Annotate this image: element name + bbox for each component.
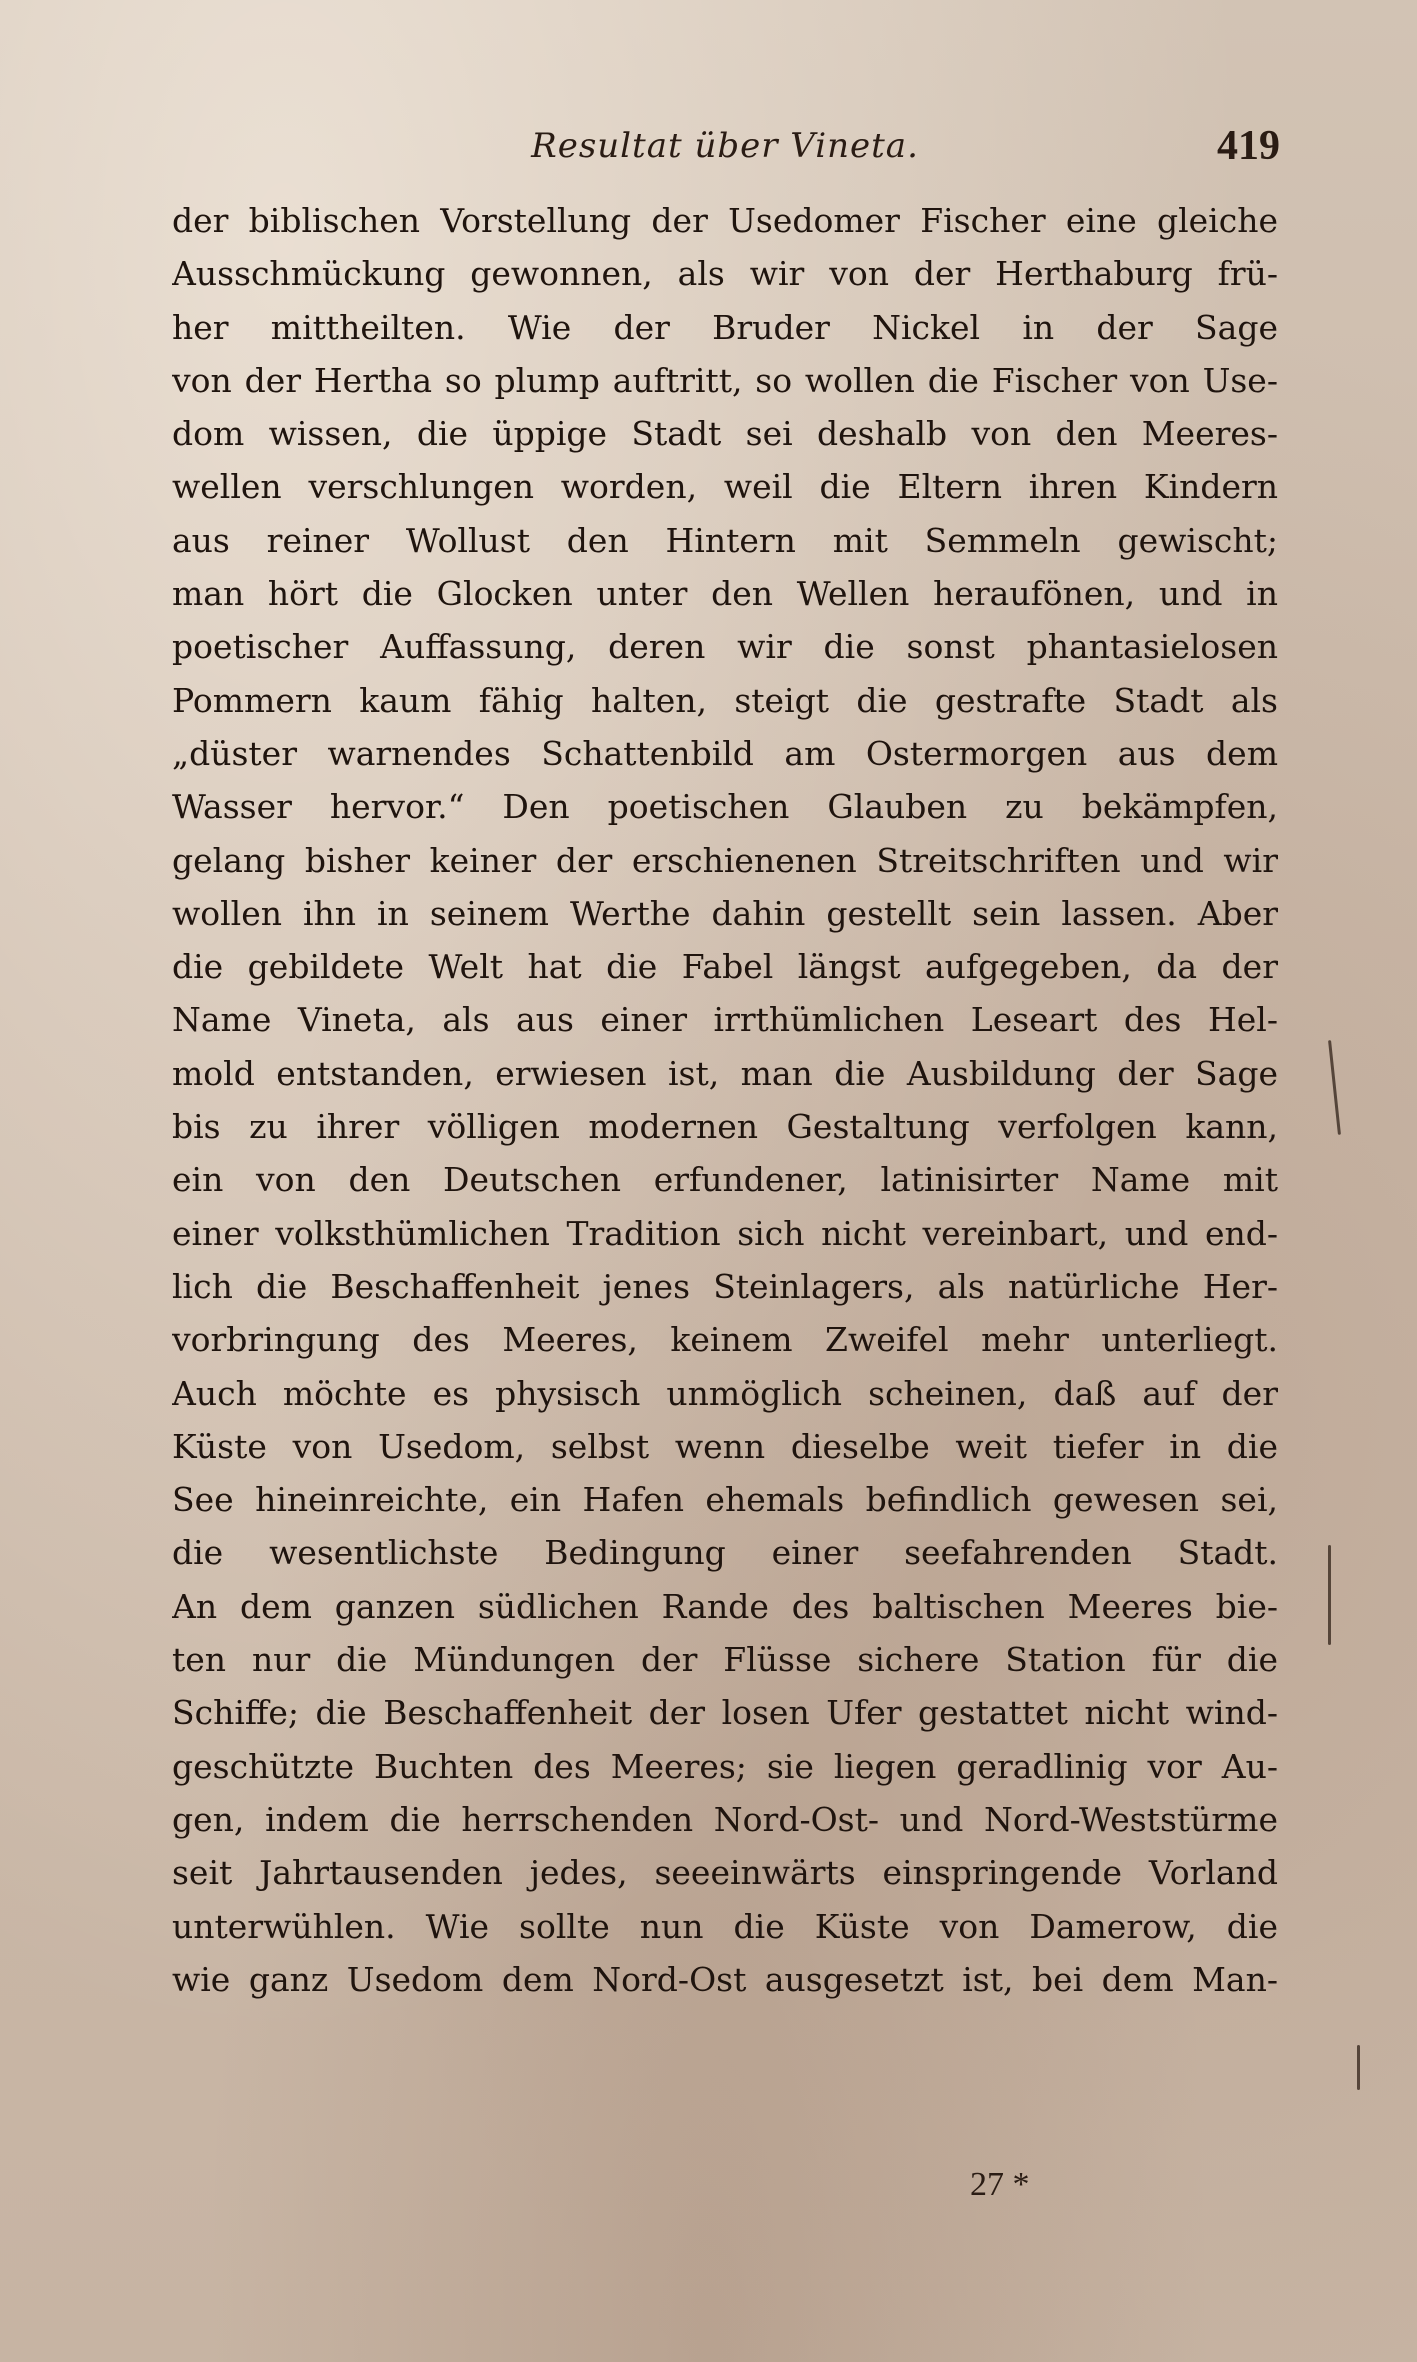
text-line: von der Hertha so plump auftritt, so wollen die Fischer von Use-	[172, 360, 1278, 400]
text-line: her mittheilten. Wie der Bruder Nickel in der Sage	[172, 307, 1278, 347]
text-line: See hineinreichte, ein Hafen ehemals befindlich gewesen sei,	[172, 1480, 1278, 1520]
text-line: geschützte Buchten des Meeres; sie liegen geradlinig vor Au-	[172, 1746, 1278, 1786]
text-line: einer volksthümlichen Tradition sich nicht vereinbart, und end-	[172, 1213, 1278, 1253]
text-line: wellen verschlungen worden, weil die Eltern ihren Kindern	[172, 467, 1278, 507]
body-text	[172, 194, 1278, 2006]
text-line: man hört die Glocken unter den Wellen heraufönen, und in	[172, 574, 1278, 614]
text-line: vorbringung des Meeres, keinem Zweifel mehr unterliegt.	[172, 1320, 1278, 1360]
text-line: seit Jahrtausenden jedes, seeeinwärts einspringende Vorland	[172, 1853, 1278, 1893]
margin-pencil-mark	[1357, 2045, 1360, 2090]
text-line: wollen ihn in seinem Werthe dahin gestellt sein lassen. Aber	[172, 893, 1278, 933]
text-line: wie ganz Usedom dem Nord-Ost ausgesetzt ist, bei dem Man-	[172, 1959, 1278, 1999]
margin-pencil-mark	[1328, 1040, 1341, 1135]
text-line: ein von den Deutschen erfundener, latinisirter Name mit	[172, 1160, 1278, 1200]
text-line: Pommern kaum fähig halten, steigt die gestrafte Stadt als	[172, 680, 1278, 720]
page-number: 419	[1217, 123, 1280, 169]
margin-pencil-mark	[1328, 1545, 1331, 1645]
text-line: „düster warnendes Schattenbild am Ostermorgen aus dem	[172, 733, 1278, 773]
text-line: ten nur die Mündungen der Flüsse sichere Station für die	[172, 1640, 1278, 1680]
page-header	[170, 116, 1280, 176]
text-line: Schiffe; die Beschaffenheit der losen Ufer gestattet nicht wind-	[172, 1693, 1278, 1733]
text-line: poetischer Auffassung, deren wir die sonst phantasielosen	[172, 627, 1278, 667]
text-line: die wesentlichste Bedingung einer seefahrenden Stadt.	[172, 1533, 1278, 1573]
text-line: lich die Beschaffenheit jenes Steinlagers, als natürliche Her-	[172, 1266, 1278, 1306]
text-line: der biblischen Vorstellung der Usedomer Fischer eine gleiche	[172, 201, 1278, 240]
text-line: unterwühlen. Wie sollte nun die Küste von Damerow, die	[172, 1906, 1278, 1946]
text-line: Ausschmückung gewonnen, als wir von der Herthaburg frü-	[172, 254, 1278, 294]
text-line: bis zu ihrer völligen modernen Gestaltung verfolgen kann,	[172, 1107, 1278, 1147]
running-title: Resultat über Vineta.	[531, 126, 919, 166]
text-line: An dem ganzen südlichen Rande des baltischen Meeres bie-	[172, 1586, 1278, 1626]
text-line: Küste von Usedom, selbst wenn dieselbe weit tiefer in die	[172, 1426, 1278, 1466]
text-line: dom wissen, die üppige Stadt sei deshalb von den Meeres-	[172, 414, 1278, 454]
text-line: Wasser hervor.“ Den poetischen Glauben zu bekämpfen,	[172, 787, 1278, 827]
text-line: aus reiner Wollust den Hintern mit Semmeln gewischt;	[172, 520, 1278, 560]
text-line: die gebildete Welt hat die Fabel längst aufgegeben, da der	[172, 947, 1278, 987]
text-line: Name Vineta, als aus einer irrthümlichen Leseart des Hel-	[172, 1000, 1278, 1040]
text-line: gelang bisher keiner der erschienenen Streitschriften und wir	[172, 840, 1278, 880]
signature-mark: 27 *	[970, 2166, 1030, 2203]
text-line: Auch möchte es physisch unmöglich scheinen, daß auf der	[172, 1373, 1278, 1413]
text-line: gen, indem die herrschenden Nord-Ost- und Nord-Weststürme	[172, 1799, 1278, 1839]
text-line: mold entstanden, erwiesen ist, man die Ausbildung der Sage	[172, 1053, 1278, 1093]
